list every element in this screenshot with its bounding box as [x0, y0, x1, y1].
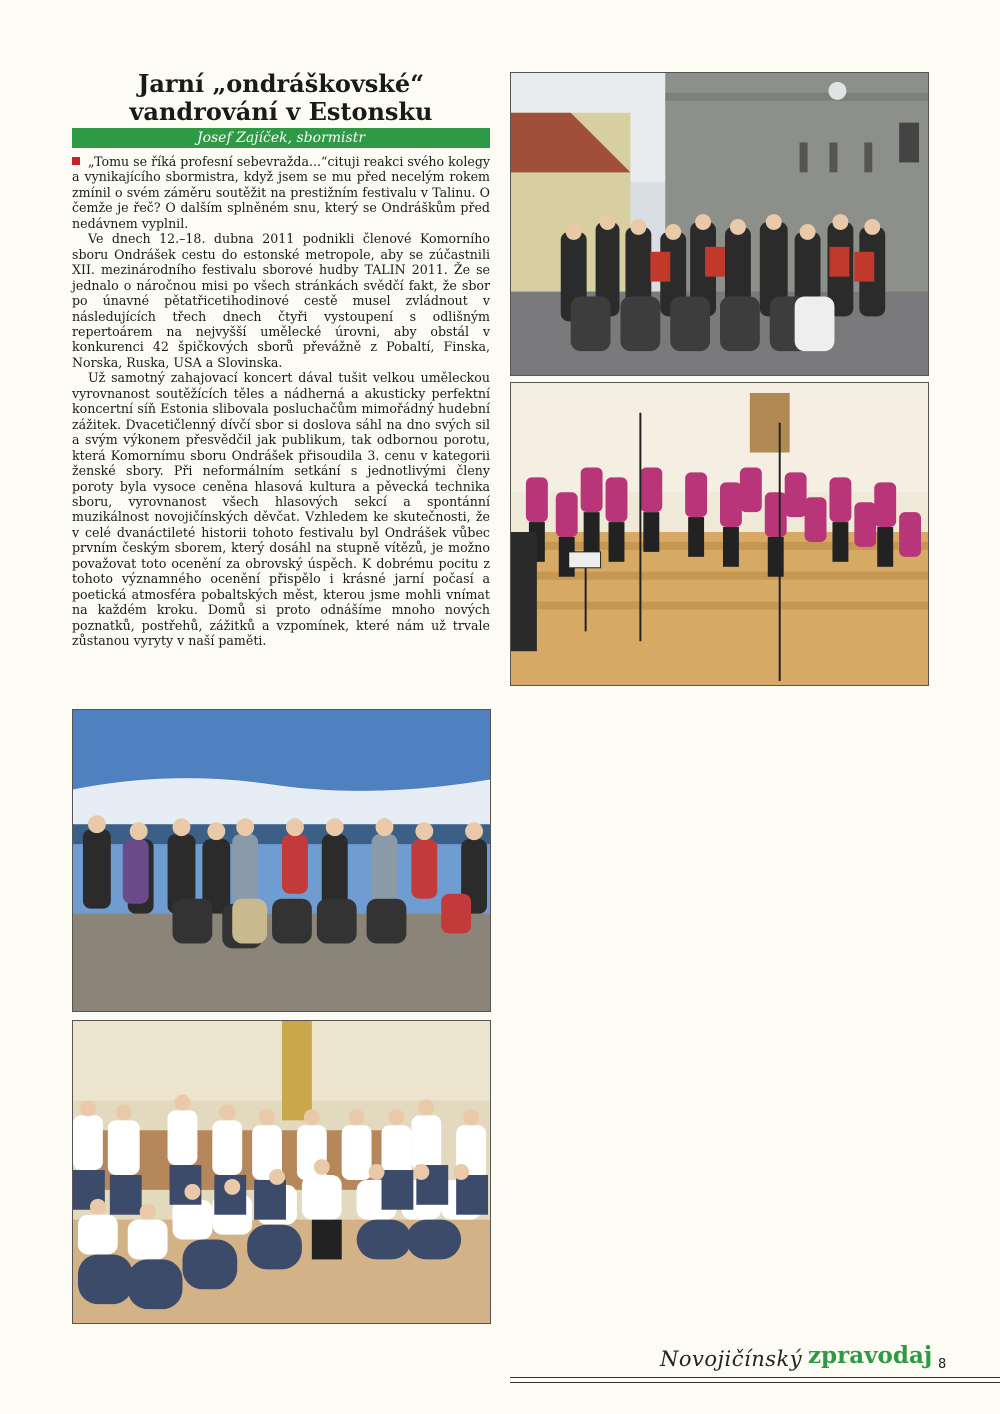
paragraph-1-text: „Tomu se říká profesní sebevražda...“cituji reakci svého kolegy a vynikajícího sbormistra, když jsem se mu před necelým rokem zmínil o svém záměru soutěžit na prestižním festivalu v Talinu. O čemže je řeč? O dalším splněném snu, který se Ondráškům před nedávnem vyplnil. — [72, 154, 490, 231]
magazine-name-green: zpravodaj — [808, 1342, 933, 1369]
photo-concert-hall — [510, 382, 929, 686]
photo-seaside-group — [72, 709, 491, 1012]
photo-town-square — [510, 72, 929, 376]
magazine-name-italic: Novojičínský — [660, 1347, 803, 1371]
title-line-2: vandrování v Estonsku — [129, 97, 433, 126]
photo-folk-costumes — [72, 1020, 491, 1324]
paragraph-1 — [72, 154, 490, 231]
paragraph-3: Už samotný zahajovací koncert dával tušit velkou uměleckou vyrovnanost soutěžících těles a nádherná a akusticky perfektní koncertní síň Estonia slibovala posluchačům mimořádný hudební zážitek. Dvacetičlenný dívčí sbor si doslova sáhl na dno svých sil a svým výkonem přesvědčil jak publikum, tak odbornou porotu, která Komornímu sboru Ondrášek přisoudila 3. cenu v kategorii ženské sbory. Při neformálním setkání s jednotlivými členy poroty byla vysoce ceněna hlasová kultura a pěvecká technika sboru, vyrovnanost všech hlasových sekcí a spontánní muzikálnost novojičínských děvčat. Vzhledem ke skutečnosti, že v celé dvanáctileté historii tohoto festivalu byl Ondrášek vůbec prvním českým sborem, který dosáhl na stupně vítězů, je možno považovat toto ocenění za obrovský úspěch. K dobrému pocitu z tohoto významného ocenění přispělo i krásné jarní počasí a poetická atmosféra pobaltských měst, kterou jsme mohli vnímat na každém kroku. Domů si proto odnášíme mnoho nových poznatků, postřehů, zážitků a vzpomínek, které nám už trvale zůstanou vyryty v naší paměti. — [72, 370, 490, 649]
title-line-1: Jarní „ondráškovské“ — [137, 69, 425, 98]
article-title — [72, 70, 490, 126]
author-bar — [72, 128, 490, 148]
page-number: 8 — [938, 1357, 947, 1372]
paragraph-2: Ve dnech 12.–18. dubna 2011 podnikli členové Komorního sboru Ondrášek cestu do estonské metropole, aby se zúčastnili XII. mezinárodního festivalu sborové hudby TALIN 2011. Že se jednalo o náročnou misi po všech stránkách svědčí fakt, že sbor po únavné pětatřicetihodinové cestě musel zvládnout v následujících třech dnech čtyři vystoupení s odlišným repertoárem na nejvyšší umělecké úrovni, aby obstál v konkurenci 42 špičkových sborů převážně z Pobaltí, Finska, Norska, Ruska, USA a Slovinska. — [72, 231, 490, 370]
article-body — [72, 154, 490, 649]
bullet-square-icon — [72, 157, 80, 165]
author-name: Josef Zajíček, sbormistr — [196, 130, 366, 146]
footer-rule — [510, 1377, 1000, 1383]
